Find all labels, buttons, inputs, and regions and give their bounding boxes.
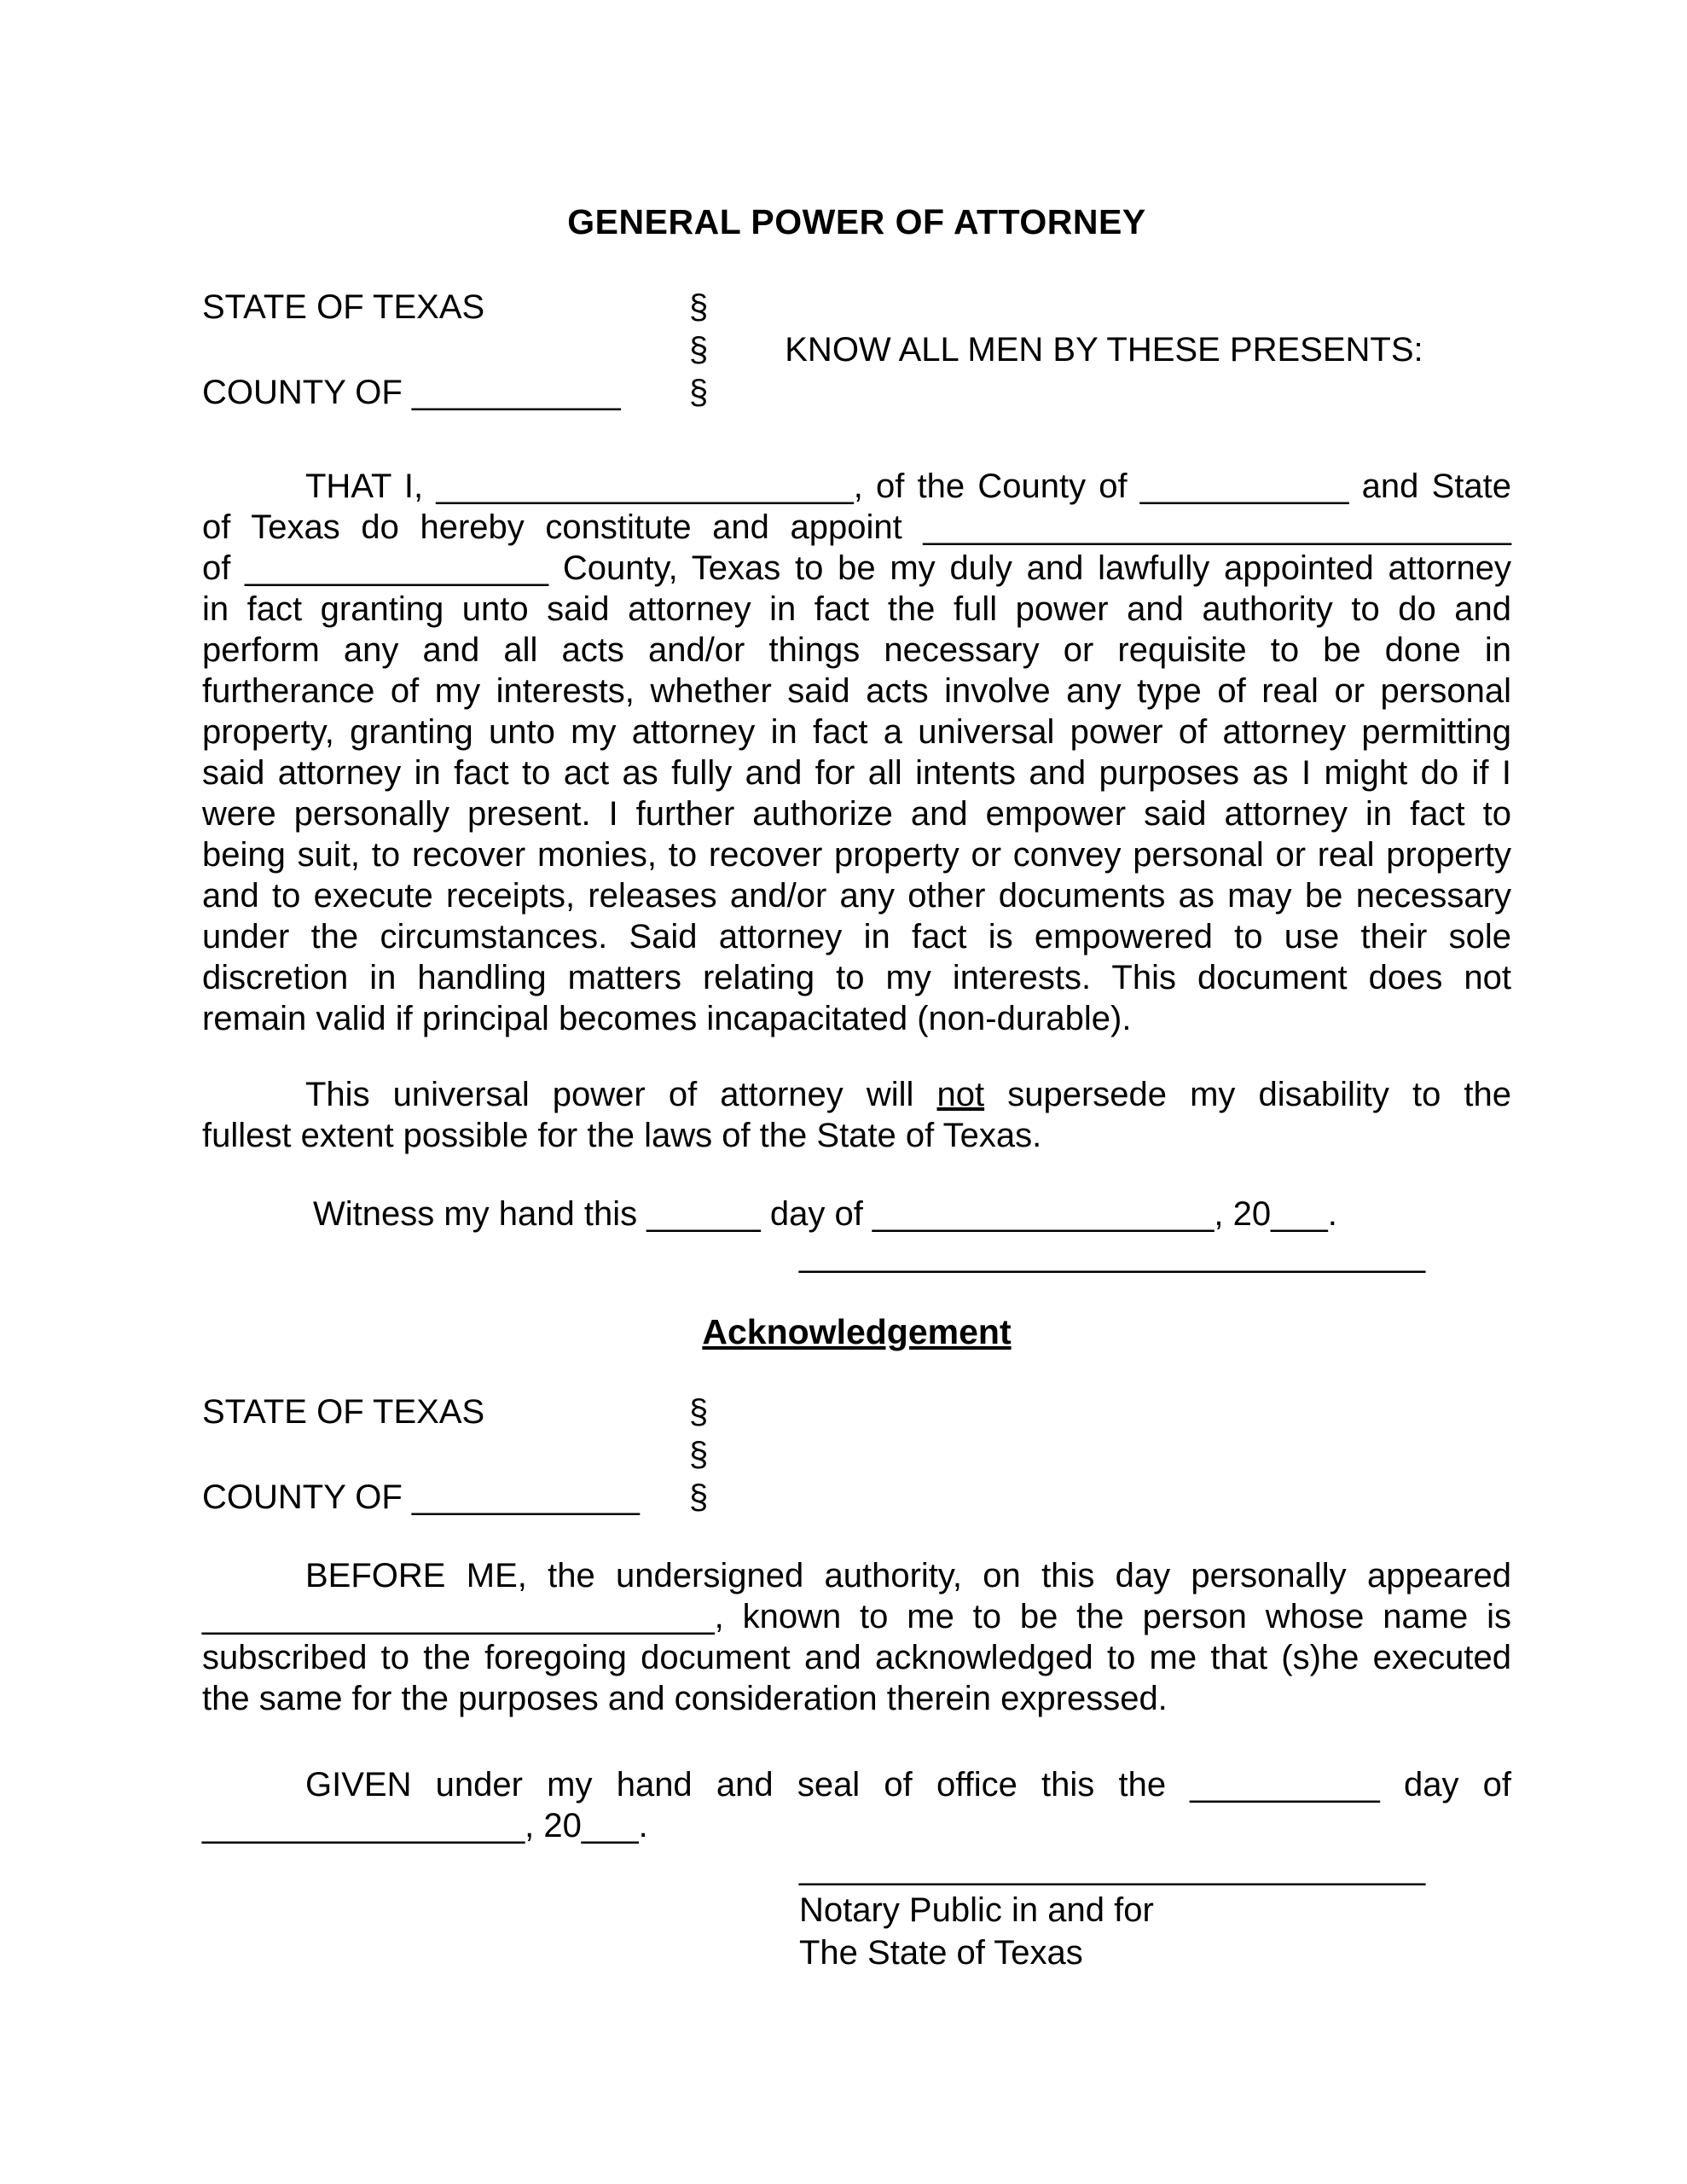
venue-row-middle — [202, 1433, 1511, 1476]
state-label: STATE OF TEXAS — [202, 288, 485, 326]
venue-row-state — [202, 286, 1511, 328]
paragraph-line: said attorney in fact to act as fully and for all intents and purposes as I might do if I — [202, 754, 1511, 792]
durability-text-pre: This universal power of attorney will — [305, 1076, 937, 1113]
durability-text-post: supersede my disability to the — [984, 1076, 1512, 1113]
notary-title-line2: The State of Texas — [799, 1934, 1083, 1972]
county-line — [202, 1476, 689, 1519]
county-label: COUNTY OF — [202, 1478, 403, 1516]
paragraph-line: GIVEN under my hand and seal of office this the __________ day of — [305, 1766, 1511, 1804]
principal-signature-line[interactable]: _________________________________ — [799, 1236, 1426, 1274]
document-title: GENERAL POWER OF ATTORNEY — [567, 202, 1146, 241]
durability-not-emphasis: not — [936, 1076, 985, 1113]
section-symbol: § — [689, 1478, 709, 1516]
paragraph-line: BEFORE ME, the undersigned authority, on this day personally appeared — [305, 1557, 1511, 1594]
section-symbol: § — [689, 1393, 709, 1431]
venue-row-county — [202, 1476, 1511, 1519]
paragraph-line: perform any and all acts and/or things necessary or requisite to be done in — [202, 631, 1511, 669]
paragraph-line: in fact granting unto said attorney in fact the full power and authority to do and — [202, 590, 1511, 628]
county-line — [202, 371, 689, 414]
paragraph-line: property, granting unto my attorney in fact a universal power of attorney permitting — [202, 713, 1511, 751]
section-symbol: § — [689, 1436, 709, 1473]
paragraph-line: of ________________ County, Texas to be my duly and lawfully appointed attorney — [202, 549, 1511, 587]
paragraph-line: of Texas do hereby constitute and appoint _______________________________ — [202, 508, 1511, 546]
paragraph-line: the same for the purposes and consideration therein expressed. — [202, 1680, 1168, 1717]
paragraph-line: and to execute receipts, releases and/or any other documents as may be necessary — [202, 877, 1511, 915]
notary-title-line1: Notary Public in and for — [799, 1891, 1154, 1929]
given-paragraph — [202, 1764, 1511, 1846]
paragraph-line: furtherance of my interests, whether said acts involve any type of real or personal — [202, 672, 1511, 710]
paragraph-line: were personally present. I further authorize and empower said attorney in fact to — [202, 795, 1511, 833]
county-blank-field[interactable]: ___________ — [411, 374, 621, 411]
paragraph-line: _________________, 20___. — [202, 1807, 648, 1844]
notary-block — [202, 1846, 1511, 1974]
durability-paragraph — [202, 1074, 1511, 1156]
venue-row-presents — [202, 328, 1511, 371]
paragraph-line: THAT I, ______________________, of the County of ___________ and State — [305, 468, 1511, 505]
paragraph-line: fullest extent possible for the laws of the State of Texas. — [202, 1117, 1042, 1154]
venue-row-county — [202, 371, 1511, 414]
appointment-paragraph — [202, 466, 1511, 1039]
know-all-men-text: KNOW ALL MEN BY THESE PRESENTS: — [785, 331, 1423, 369]
venue-block-acknowledgement — [202, 1391, 1511, 1519]
paragraph-line — [202, 1074, 1511, 1115]
paragraph-line: being suit, to recover monies, to recover property or convey personal or real property — [202, 836, 1511, 874]
paragraph-line: remain valid if principal becomes incapacitated (non-durable). — [202, 1000, 1132, 1037]
witness-line: Witness my hand this ______ day of __________________, 20___. — [313, 1195, 1337, 1233]
acknowledgement-heading: Acknowledgement — [702, 1312, 1012, 1351]
before-me-paragraph — [202, 1555, 1511, 1719]
section-symbol: § — [689, 331, 709, 369]
paragraph-line: under the circumstances. Said attorney in fact is empowered to use their sole — [202, 918, 1511, 956]
venue-row-state — [202, 1391, 1511, 1433]
county-blank-field[interactable]: ____________ — [411, 1478, 640, 1516]
paragraph-line: subscribed to the foregoing document and acknowledged to me that (s)he executed — [202, 1639, 1511, 1676]
venue-block-top — [202, 286, 1511, 414]
paragraph-line: discretion in handling matters relating to my interests. This document does not — [202, 959, 1511, 996]
section-symbol: § — [689, 288, 709, 326]
section-symbol: § — [689, 374, 709, 411]
paragraph-line: ___________________________, known to me to be the person whose name is — [202, 1598, 1511, 1635]
state-label: STATE OF TEXAS — [202, 1393, 485, 1431]
notary-signature-line[interactable]: _________________________________ — [799, 1849, 1426, 1886]
county-label: COUNTY OF — [202, 374, 403, 411]
